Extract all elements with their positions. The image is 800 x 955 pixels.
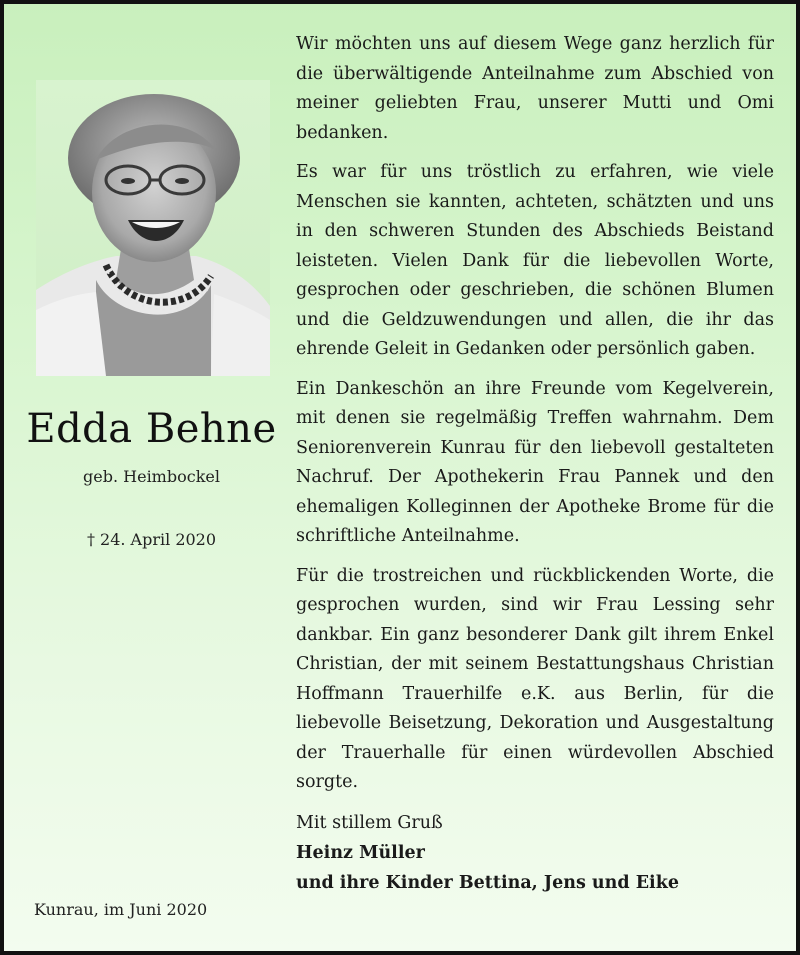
signer-family: und ihre Kinder Bettina, Jens und Eike (296, 872, 679, 893)
paragraph-1: Wir möchten uns auf diesem Wege ganz herzlich für die überwältigende Anteilnahme zum Abschied von meiner geliebten Frau, unserer Mutti und Omi bedanken. (296, 34, 774, 143)
portrait-image (36, 80, 270, 376)
paragraph-4: Für die trostreichen und rückblickenden Worte, die gesprochen wurden, sind wir Frau Lessing sehr dankbar. Ein ganz besonderer Dank gilt ihrem Enkel Christian, der mit seinem Bestattungshaus Christian Hoffmann Trauerhilfe e.K. aus Berlin, für die liebevolle Beisetzung, Dekoration und Ausgestaltung der Trauerhalle für einen würdevollen Abschied sorgte. (296, 565, 774, 792)
paragraph-3: Ein Dankeschön an ihre Freunde vom Kegelverein, mit denen sie regelmäßig Treffen wahrnahm. Dem Seniorenverein Kunrau für den liebevoll gestalteten Nachruf. Der Apothekerin Frau Pannek und den ehemaligen Kolleginnen der Apotheke Brome für die schriftliche Anteilnahme. (296, 378, 774, 546)
obituary-notice (4, 4, 796, 951)
death-date: † 24. April 2020 (86, 530, 217, 549)
thank-you-text (296, 30, 774, 898)
closing-greeting: Mit stillem Gruß (296, 812, 443, 833)
place-and-date: Kunrau, im Juni 2020 (34, 900, 208, 919)
deceased-name: Edda Behne (26, 406, 277, 452)
signer-name: Heinz Müller (296, 842, 425, 863)
birth-name: geb. Heimbockel (83, 467, 220, 486)
paragraph-2: Es war für uns tröstlich zu erfahren, wie viele Menschen sie kannten, achteten, schätzten und uns in den schweren Stunden des Abschieds Beistand leisteten. Vielen Dank für die liebevollen Worte, gesprochen oder geschrieben, die schönen Blumen und die Geldzuwendungen und allen, die ihr das ehrende Geleit in Gedanken oder persönlich gaben. (296, 162, 774, 359)
portrait-photo (36, 80, 270, 376)
